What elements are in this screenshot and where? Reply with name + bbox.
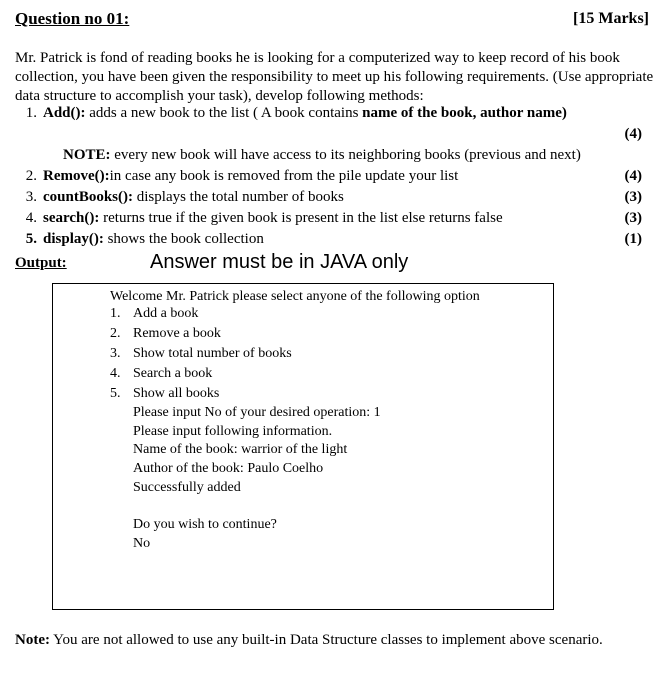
method-marks-display: (1) bbox=[624, 231, 642, 247]
console-line: Successfully added bbox=[133, 480, 241, 495]
java-hint: Answer must be in JAVA only bbox=[150, 251, 409, 273]
console-welcome: Welcome Mr. Patrick please select anyone of the following option bbox=[110, 289, 480, 304]
method-description: adds a new book to the list ( A book contains bbox=[85, 105, 363, 121]
output-label: Output: bbox=[15, 255, 67, 271]
console-option-number: 5. bbox=[110, 386, 121, 401]
console-option bbox=[110, 346, 121, 362]
method-number: 2. bbox=[25, 168, 37, 184]
method-item-count bbox=[15, 189, 575, 209]
method-marks-add: (4) bbox=[624, 126, 642, 142]
console-option-number: 1. bbox=[110, 306, 121, 321]
question-title: Question no 01: bbox=[15, 9, 130, 28]
method-description-bold: name of the book, author name) bbox=[362, 105, 567, 121]
console-option-label: Remove a book bbox=[133, 326, 221, 341]
footer-note-label: Note: bbox=[15, 632, 50, 648]
method-number: 4. bbox=[25, 210, 37, 226]
console-option-number: 3. bbox=[110, 346, 121, 361]
method-name: display(): bbox=[43, 231, 104, 247]
method-marks-search: (3) bbox=[624, 210, 642, 226]
console-option-label: Show all books bbox=[133, 386, 220, 401]
inline-note-label: NOTE: bbox=[63, 147, 111, 163]
console-option bbox=[110, 306, 121, 322]
console-continue-answer: No bbox=[133, 536, 151, 551]
method-marks-remove: (4) bbox=[624, 168, 642, 184]
console-line: Name of the book: warrior of the light bbox=[133, 442, 348, 457]
console-line: Please input No of your desired operation: 1 bbox=[133, 405, 381, 420]
console-line: Author of the book: Paulo Coelho bbox=[133, 461, 324, 476]
method-name: search(): bbox=[43, 210, 100, 226]
method-description: displays the total number of books bbox=[133, 189, 344, 205]
console-option-label: Search a book bbox=[133, 366, 213, 381]
method-marks-count: (3) bbox=[624, 189, 642, 205]
method-name: Add(): bbox=[43, 105, 86, 121]
console-option bbox=[110, 326, 121, 342]
footer-note-text: You are not allowed to use any built-in Data Structure classes to implement above scenario. bbox=[49, 632, 603, 648]
console-continue-prompt: Do you wish to continue? bbox=[133, 517, 277, 532]
method-name: Remove(): bbox=[43, 168, 110, 184]
footer-note bbox=[15, 630, 635, 650]
method-name: countBooks(): bbox=[43, 189, 134, 205]
console-option-number: 2. bbox=[110, 326, 121, 341]
console-option-label: Show total number of books bbox=[133, 346, 292, 361]
inline-note bbox=[63, 147, 581, 164]
console-option-number: 4. bbox=[110, 366, 121, 381]
method-description: in case any book is removed from the pile update your list bbox=[109, 168, 459, 184]
total-marks: [15 Marks] bbox=[573, 10, 649, 27]
method-item-display bbox=[15, 231, 575, 251]
method-number: 3. bbox=[25, 189, 37, 205]
method-description: returns true if the given book is present in the list else returns false bbox=[99, 210, 503, 226]
console-output-box bbox=[52, 283, 554, 610]
method-item-add bbox=[15, 105, 655, 125]
intro-paragraph: Mr. Patrick is fond of reading books he is looking for a computerized way to keep record of his book collection, you have been given the responsibility to meet up his following requirements. (Use appropriate data structure to accomplish your task), develop following methods: bbox=[15, 50, 654, 104]
console-option-label: Add a book bbox=[133, 306, 199, 321]
console-option bbox=[110, 366, 121, 382]
method-number: 5. bbox=[25, 231, 37, 247]
console-option bbox=[110, 386, 121, 402]
method-description: shows the book collection bbox=[103, 231, 264, 247]
method-number: 1. bbox=[25, 105, 37, 121]
console-line: Please input following information. bbox=[133, 424, 333, 439]
inline-note-text: every new book will have access to its neighboring books (previous and next) bbox=[110, 147, 581, 163]
method-item-search bbox=[15, 210, 595, 230]
method-item-remove bbox=[15, 168, 575, 188]
